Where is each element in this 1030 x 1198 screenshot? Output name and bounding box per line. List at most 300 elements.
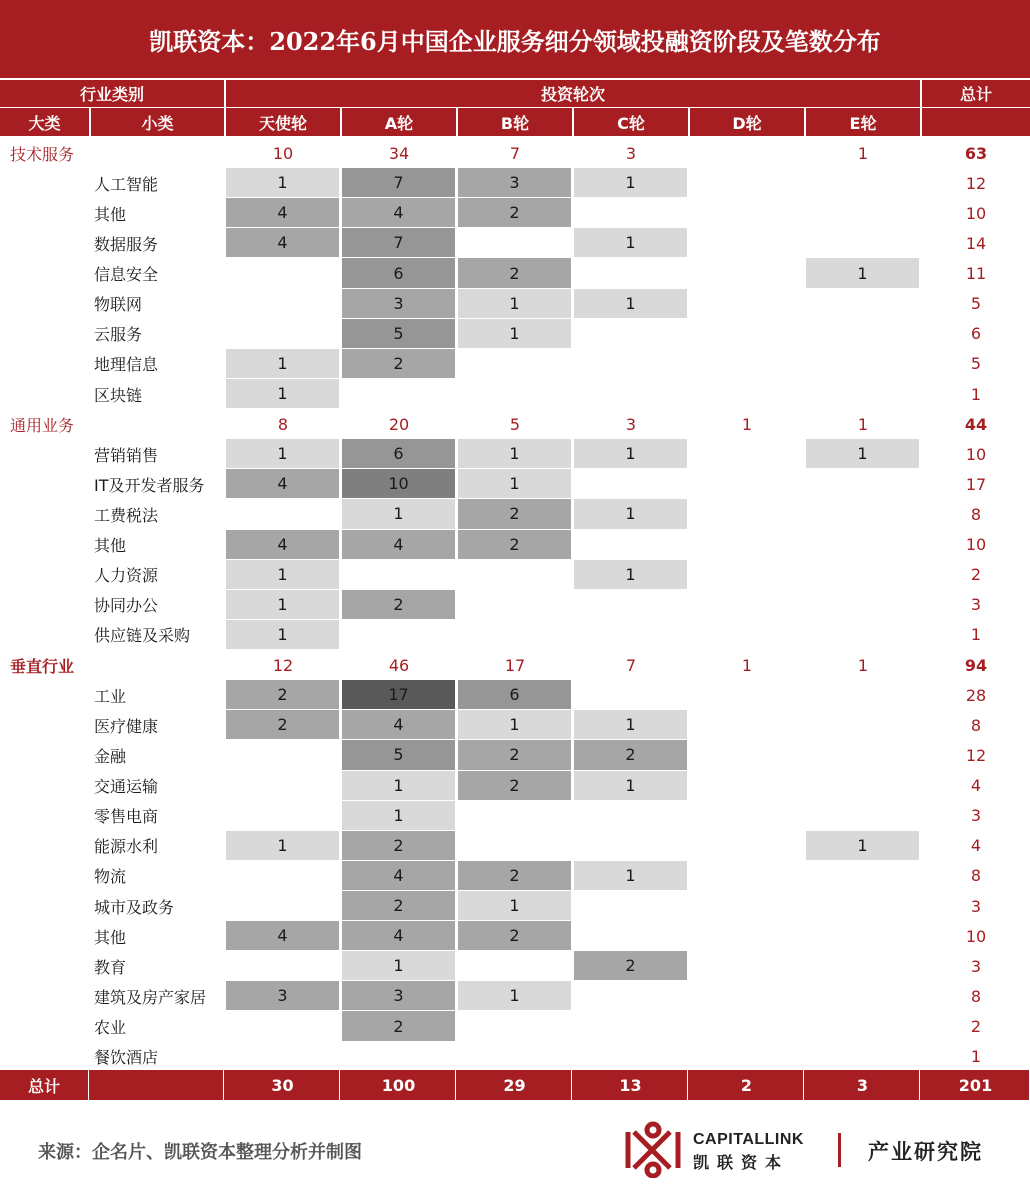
table-cell: [690, 891, 804, 921]
subcategory-label: 物流: [94, 867, 127, 887]
table-cell: 1: [226, 379, 340, 409]
table-cell: [458, 379, 572, 409]
grand-total-sum: 201: [922, 1070, 1030, 1100]
table-cell: [458, 1042, 572, 1072]
grand-total-value: 3: [806, 1070, 920, 1100]
row-total: 11: [965, 264, 987, 284]
table-cell: [806, 228, 920, 258]
subcategory-label: 医疗健康: [94, 716, 159, 736]
subcategory-label: 城市及政务: [94, 897, 175, 917]
table-cell: [574, 891, 688, 921]
table-cell: 2: [226, 710, 340, 740]
table-cell: 2: [458, 861, 572, 891]
table-cell: [574, 921, 688, 951]
table-cell: [458, 831, 572, 861]
subcategory-label: 其他: [94, 927, 127, 947]
table-cell: [690, 740, 804, 770]
row-total: 5: [970, 294, 982, 314]
category-total: 63: [964, 143, 988, 163]
category-value: 1: [741, 414, 753, 434]
grand-total-value: 30: [226, 1070, 340, 1100]
row-total: 17: [965, 474, 987, 494]
table-cell: [574, 349, 688, 379]
table-cell: 1: [574, 168, 688, 198]
table-cell: [690, 319, 804, 349]
category-total: 44: [964, 414, 988, 434]
table-cell: [342, 1042, 456, 1072]
table-cell: [806, 861, 920, 891]
table-cell: [574, 198, 688, 228]
table-cell: [806, 319, 920, 349]
table-cell: [806, 740, 920, 770]
table-cell: 4: [342, 861, 456, 891]
row-total: 2: [970, 1017, 982, 1037]
table-row: [0, 590, 1030, 620]
row-total: 3: [970, 595, 982, 615]
row-total: 8: [970, 866, 982, 886]
table-cell: 4: [342, 198, 456, 228]
subcategory-label: 信息安全: [94, 265, 159, 285]
table-cell: [690, 981, 804, 1011]
header-industry-group: 行业类别: [0, 80, 224, 107]
table-cell: 2: [458, 499, 572, 529]
table-cell: [806, 801, 920, 831]
category-value: 1: [857, 655, 869, 675]
table-row: [0, 289, 1030, 319]
table-row: [0, 258, 1030, 288]
table-cell: 1: [342, 499, 456, 529]
category-value: 7: [509, 143, 521, 163]
table-cell: 3: [342, 289, 456, 319]
table-cell: 1: [574, 861, 688, 891]
table-cell: [806, 981, 920, 1011]
table-cell: 2: [342, 590, 456, 620]
row-total: 10: [965, 535, 987, 555]
grand-total-blank: [91, 1070, 224, 1100]
subcategory-label: 工费税法: [94, 505, 159, 525]
table-cell: 5: [342, 319, 456, 349]
category-value: 1: [741, 655, 753, 675]
table-cell: [226, 289, 340, 319]
table-row: [0, 981, 1030, 1011]
table-cell: [690, 258, 804, 288]
header-total-blank: [922, 108, 1030, 136]
table-cell: 1: [574, 771, 688, 801]
table-cell: 2: [458, 258, 572, 288]
table-cell: [458, 349, 572, 379]
table-row: [0, 349, 1030, 379]
table-cell: 2: [342, 1011, 456, 1041]
subcategory-label: 营销销售: [94, 445, 159, 465]
table-row: [0, 499, 1030, 529]
subcategory-label: 农业: [94, 1018, 127, 1038]
table-cell: 5: [342, 740, 456, 770]
grand-total-value: 2: [690, 1070, 804, 1100]
table-cell: 1: [226, 560, 340, 590]
table-cell: [458, 560, 572, 590]
row-total: 8: [970, 986, 982, 1006]
table-cell: [806, 1042, 920, 1072]
subcategory-label: 供应链及采购: [94, 626, 191, 646]
header-round-5: E轮: [806, 108, 920, 136]
grand-total-label: 总计: [0, 1070, 89, 1100]
category-value: 1: [857, 143, 869, 163]
table-cell: 6: [458, 680, 572, 710]
header-round-0: 天使轮: [226, 108, 340, 136]
table-cell: [574, 981, 688, 1011]
logo-chinese-text: 凯联资本: [693, 1153, 790, 1172]
table-cell: [342, 379, 456, 409]
table-cell: 1: [342, 801, 456, 831]
category-value: 17: [504, 655, 526, 675]
table-cell: 1: [574, 499, 688, 529]
table-cell: [690, 439, 804, 469]
table-row: [0, 439, 1030, 469]
table-cell: 1: [458, 981, 572, 1011]
category-value: 7: [625, 655, 637, 675]
table-row: [0, 951, 1030, 981]
table-cell: [806, 379, 920, 409]
category-label: 技术服务: [10, 144, 75, 164]
header-rounds-group: 投资轮次: [226, 80, 920, 107]
table-cell: 2: [458, 921, 572, 951]
table-cell: [806, 168, 920, 198]
table-cell: [226, 499, 340, 529]
header-round-3: C轮: [574, 108, 688, 136]
table-cell: [458, 951, 572, 981]
subcategory-label: 协同办公: [94, 596, 159, 616]
table-cell: [690, 801, 804, 831]
table-cell: [806, 499, 920, 529]
table-row: [0, 861, 1030, 891]
table-cell: [690, 590, 804, 620]
grand-total-value: 13: [574, 1070, 688, 1100]
table-cell: [806, 951, 920, 981]
grand-total-value: 100: [342, 1070, 456, 1100]
table-cell: [690, 530, 804, 560]
table-row: [0, 710, 1030, 740]
grand-total-value: 29: [458, 1070, 572, 1100]
table-cell: [806, 1011, 920, 1041]
row-total: 1: [970, 384, 982, 404]
table-cell: [342, 620, 456, 650]
table-cell: 2: [342, 891, 456, 921]
table-cell: [690, 499, 804, 529]
table-cell: 1: [226, 349, 340, 379]
table-row: [0, 771, 1030, 801]
table-cell: 3: [342, 981, 456, 1011]
table-cell: [226, 1011, 340, 1041]
category-value: 8: [277, 414, 289, 434]
table-cell: 1: [226, 168, 340, 198]
table-row: [0, 560, 1030, 590]
table-cell: [806, 469, 920, 499]
subcategory-label: 其他: [94, 204, 127, 224]
category-label: 通用业务: [10, 415, 75, 435]
row-total: 12: [965, 173, 987, 193]
table-cell: 6: [342, 439, 456, 469]
table-row: [0, 530, 1030, 560]
subcategory-label: 能源水利: [94, 837, 159, 857]
table-cell: 2: [226, 680, 340, 710]
row-total: 10: [965, 444, 987, 464]
table-cell: 4: [226, 469, 340, 499]
table-cell: [806, 891, 920, 921]
table-cell: 1: [458, 319, 572, 349]
table-cell: 1: [574, 439, 688, 469]
table-cell: 1: [806, 831, 920, 861]
row-total: 3: [970, 806, 982, 826]
table-cell: [690, 469, 804, 499]
table-cell: 4: [342, 530, 456, 560]
table-cell: 1: [458, 710, 572, 740]
table-cell: [690, 831, 804, 861]
table-cell: [574, 1042, 688, 1072]
category-row: [0, 138, 1030, 168]
table-cell: 1: [458, 439, 572, 469]
table-cell: 2: [574, 951, 688, 981]
table-row: [0, 831, 1030, 861]
subcategory-label: 零售电商: [94, 807, 159, 827]
table-cell: 3: [458, 168, 572, 198]
grand-total-row: [0, 1070, 1030, 1100]
table-cell: 2: [458, 530, 572, 560]
subcategory-label: 人工智能: [94, 174, 159, 194]
table-cell: [458, 1011, 572, 1041]
category-value: 46: [388, 655, 410, 675]
row-total: 8: [970, 715, 982, 735]
table-row: [0, 319, 1030, 349]
logo-english-text: CAPITALLINK: [693, 1131, 804, 1148]
table-cell: [806, 530, 920, 560]
table-cell: [574, 319, 688, 349]
table-cell: 1: [458, 891, 572, 921]
category-row: [0, 650, 1030, 680]
table-cell: 4: [342, 921, 456, 951]
table-cell: 1: [226, 620, 340, 650]
subcategory-label: 教育: [94, 957, 127, 977]
table-cell: [806, 560, 920, 590]
table-cell: 4: [342, 710, 456, 740]
row-total: 6: [970, 324, 982, 344]
table-cell: [226, 801, 340, 831]
row-total: 3: [970, 896, 982, 916]
table-row: [0, 379, 1030, 409]
table-cell: [690, 861, 804, 891]
row-total: 28: [965, 685, 987, 705]
table-cell: [574, 831, 688, 861]
table-cell: 2: [458, 198, 572, 228]
table-cell: [458, 620, 572, 650]
table-cell: [574, 680, 688, 710]
table-cell: 10: [342, 469, 456, 499]
table-row: [0, 198, 1030, 228]
table-cell: [574, 530, 688, 560]
row-total: 10: [965, 926, 987, 946]
subcategory-label: 人力资源: [94, 566, 159, 586]
table-cell: 4: [226, 921, 340, 951]
table-cell: [806, 921, 920, 951]
category-value: 3: [625, 143, 637, 163]
table-cell: 2: [342, 831, 456, 861]
capitallink-logo-icon: [622, 1120, 684, 1178]
table-cell: 1: [574, 710, 688, 740]
subcategory-label: 建筑及房产家居: [94, 987, 207, 1007]
table-cell: 2: [574, 740, 688, 770]
footer-divider: [838, 1133, 841, 1167]
table-row: [0, 1042, 1030, 1072]
table-cell: [574, 590, 688, 620]
table-cell: [574, 801, 688, 831]
subcategory-label: 餐饮酒店: [94, 1048, 159, 1068]
header-total-group: 总计: [922, 80, 1030, 107]
row-total: 5: [970, 354, 982, 374]
table-cell: 3: [226, 981, 340, 1011]
table-cell: [226, 891, 340, 921]
category-value: 3: [625, 414, 637, 434]
table-row: [0, 680, 1030, 710]
row-total: 12: [965, 745, 987, 765]
table-cell: [458, 590, 572, 620]
table-cell: [806, 620, 920, 650]
table-row: [0, 740, 1030, 770]
table-cell: [690, 951, 804, 981]
source-note: 来源：企名片、凯联资本整理分析并制图: [38, 1142, 362, 1163]
table-cell: 1: [806, 258, 920, 288]
table-cell: [574, 469, 688, 499]
category-value: [690, 138, 804, 168]
table-cell: 1: [458, 289, 572, 319]
table-cell: 1: [342, 771, 456, 801]
table-cell: [226, 740, 340, 770]
table-cell: [690, 680, 804, 710]
subcategory-label: 地理信息: [94, 355, 159, 375]
row-total: 2: [970, 565, 982, 585]
table-cell: [226, 861, 340, 891]
table-cell: [226, 951, 340, 981]
header-minor-category: 小类: [91, 108, 224, 136]
table-cell: [458, 801, 572, 831]
table-cell: [574, 379, 688, 409]
table-cell: [226, 319, 340, 349]
table-cell: 4: [226, 530, 340, 560]
table-cell: 1: [574, 228, 688, 258]
table-row: [0, 228, 1030, 258]
row-total: 4: [970, 836, 982, 856]
table-row: [0, 168, 1030, 198]
table-cell: [690, 921, 804, 951]
subcategory-label: 工业: [94, 686, 127, 706]
category-value: 10: [272, 143, 294, 163]
subcategory-label: 数据服务: [94, 234, 159, 254]
table-cell: [226, 771, 340, 801]
header-round-4: D轮: [690, 108, 804, 136]
table-cell: [574, 258, 688, 288]
table-cell: [806, 590, 920, 620]
table-cell: 1: [226, 439, 340, 469]
table-cell: [226, 258, 340, 288]
header-major-category: 大类: [0, 108, 89, 136]
table-cell: [806, 771, 920, 801]
table-cell: 2: [458, 771, 572, 801]
category-value: 1: [857, 414, 869, 434]
header-round-2: B轮: [458, 108, 572, 136]
table-cell: 1: [574, 289, 688, 319]
table-cell: 2: [342, 349, 456, 379]
table-cell: 1: [574, 560, 688, 590]
table-cell: [342, 560, 456, 590]
table-cell: 1: [458, 469, 572, 499]
table-cell: [690, 379, 804, 409]
table-cell: 1: [226, 590, 340, 620]
table-row: [0, 891, 1030, 921]
table-cell: [690, 771, 804, 801]
row-total: 4: [970, 776, 982, 796]
table-cell: [690, 620, 804, 650]
table-row: [0, 921, 1030, 951]
category-total: 94: [964, 655, 988, 675]
row-total: 14: [965, 233, 987, 253]
table-cell: [458, 228, 572, 258]
row-total: 3: [970, 956, 982, 976]
subcategory-label: 金融: [94, 746, 127, 766]
table-cell: [806, 680, 920, 710]
table-cell: [690, 1042, 804, 1072]
department-label: 产业研究院: [868, 1139, 983, 1164]
table-cell: 1: [806, 439, 920, 469]
table-cell: [690, 168, 804, 198]
subcategory-label: 物联网: [94, 295, 143, 315]
category-value: 20: [388, 414, 410, 434]
table-cell: 4: [226, 198, 340, 228]
table-cell: [690, 1011, 804, 1041]
table-cell: 4: [226, 228, 340, 258]
table-cell: [690, 560, 804, 590]
category-value: 34: [388, 143, 410, 163]
subcategory-label: 其他: [94, 536, 127, 556]
row-total: 1: [970, 625, 982, 645]
subcategory-label: 区块链: [94, 385, 143, 405]
table-cell: 2: [458, 740, 572, 770]
table-cell: [574, 1011, 688, 1041]
table-cell: [226, 1042, 340, 1072]
category-label: 垂直行业: [10, 656, 75, 676]
table-cell: [690, 228, 804, 258]
table-cell: 6: [342, 258, 456, 288]
table-cell: [690, 198, 804, 228]
table-cell: 17: [342, 680, 456, 710]
table-cell: [806, 349, 920, 379]
subcategory-label: IT及开发者服务: [94, 475, 205, 495]
category-value: 12: [272, 655, 294, 675]
table-cell: 1: [342, 951, 456, 981]
table-row: [0, 801, 1030, 831]
row-total: 8: [970, 504, 982, 524]
table-cell: [574, 620, 688, 650]
table-row: [0, 469, 1030, 499]
category-value: 5: [509, 414, 521, 434]
subcategory-label: 交通运输: [94, 777, 159, 797]
table-cell: [806, 289, 920, 319]
table-cell: 1: [226, 831, 340, 861]
table-cell: [806, 198, 920, 228]
header-round-1: A轮: [342, 108, 456, 136]
table-cell: [806, 710, 920, 740]
category-row: [0, 409, 1030, 439]
row-total: 10: [965, 203, 987, 223]
table-row: [0, 620, 1030, 650]
table-cell: 7: [342, 228, 456, 258]
